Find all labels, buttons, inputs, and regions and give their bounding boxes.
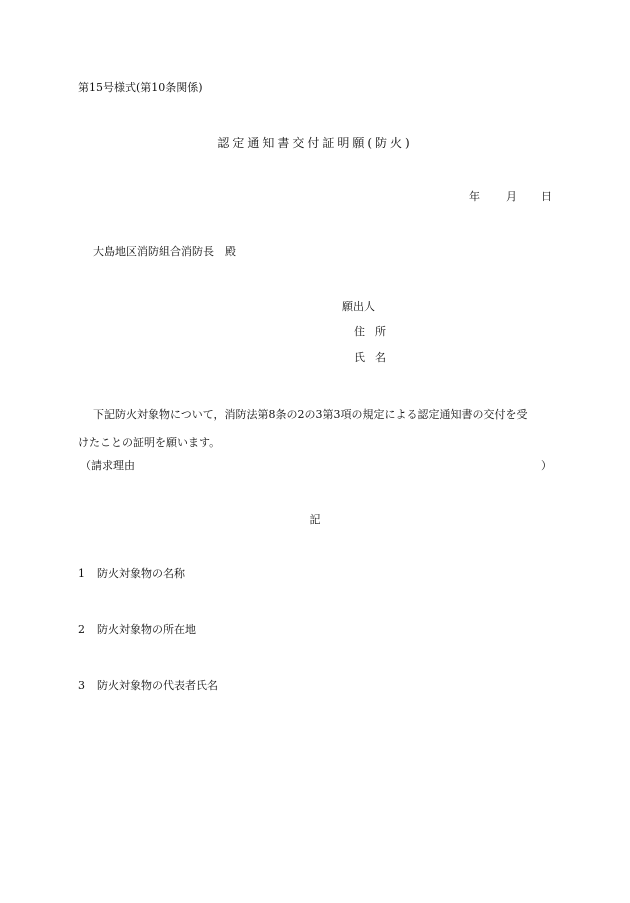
- request-reason-label: （請求理由: [80, 459, 135, 472]
- item-label: 防火対象物の代表者氏名: [97, 679, 218, 692]
- form-number: 第15号様式(第10条関係): [78, 81, 203, 94]
- item-label: 防火対象物の所在地: [97, 623, 196, 636]
- address-label: 住所: [354, 325, 396, 338]
- date-day-label: 日: [541, 190, 552, 203]
- body-text-line-1: 下記防火対象物について，消防法第8条の2の3第3項の規定による認定通知書の交付を受: [93, 408, 528, 421]
- date-year-label: 年: [469, 190, 480, 203]
- body-text-line-2: けたことの証明を願います。: [78, 436, 221, 449]
- item-number: 3: [78, 679, 85, 692]
- item-number: 1: [78, 567, 85, 580]
- document-title: 認定通知書交付証明願(防火): [217, 136, 413, 150]
- list-item-location: [78, 624, 196, 635]
- item-label: 防火対象物の名称: [97, 567, 185, 580]
- request-reason-close: ）: [541, 459, 552, 472]
- applicant-label: 願出人: [342, 300, 375, 313]
- item-number: 2: [78, 623, 85, 636]
- date-month-label: 月: [506, 190, 517, 203]
- name-label: 氏名: [354, 351, 396, 364]
- list-item-representative: [78, 680, 218, 691]
- ki-heading: 記: [309, 513, 321, 526]
- addressee: 大島地区消防組合消防長 殿: [93, 245, 236, 258]
- list-item-name: [78, 568, 185, 579]
